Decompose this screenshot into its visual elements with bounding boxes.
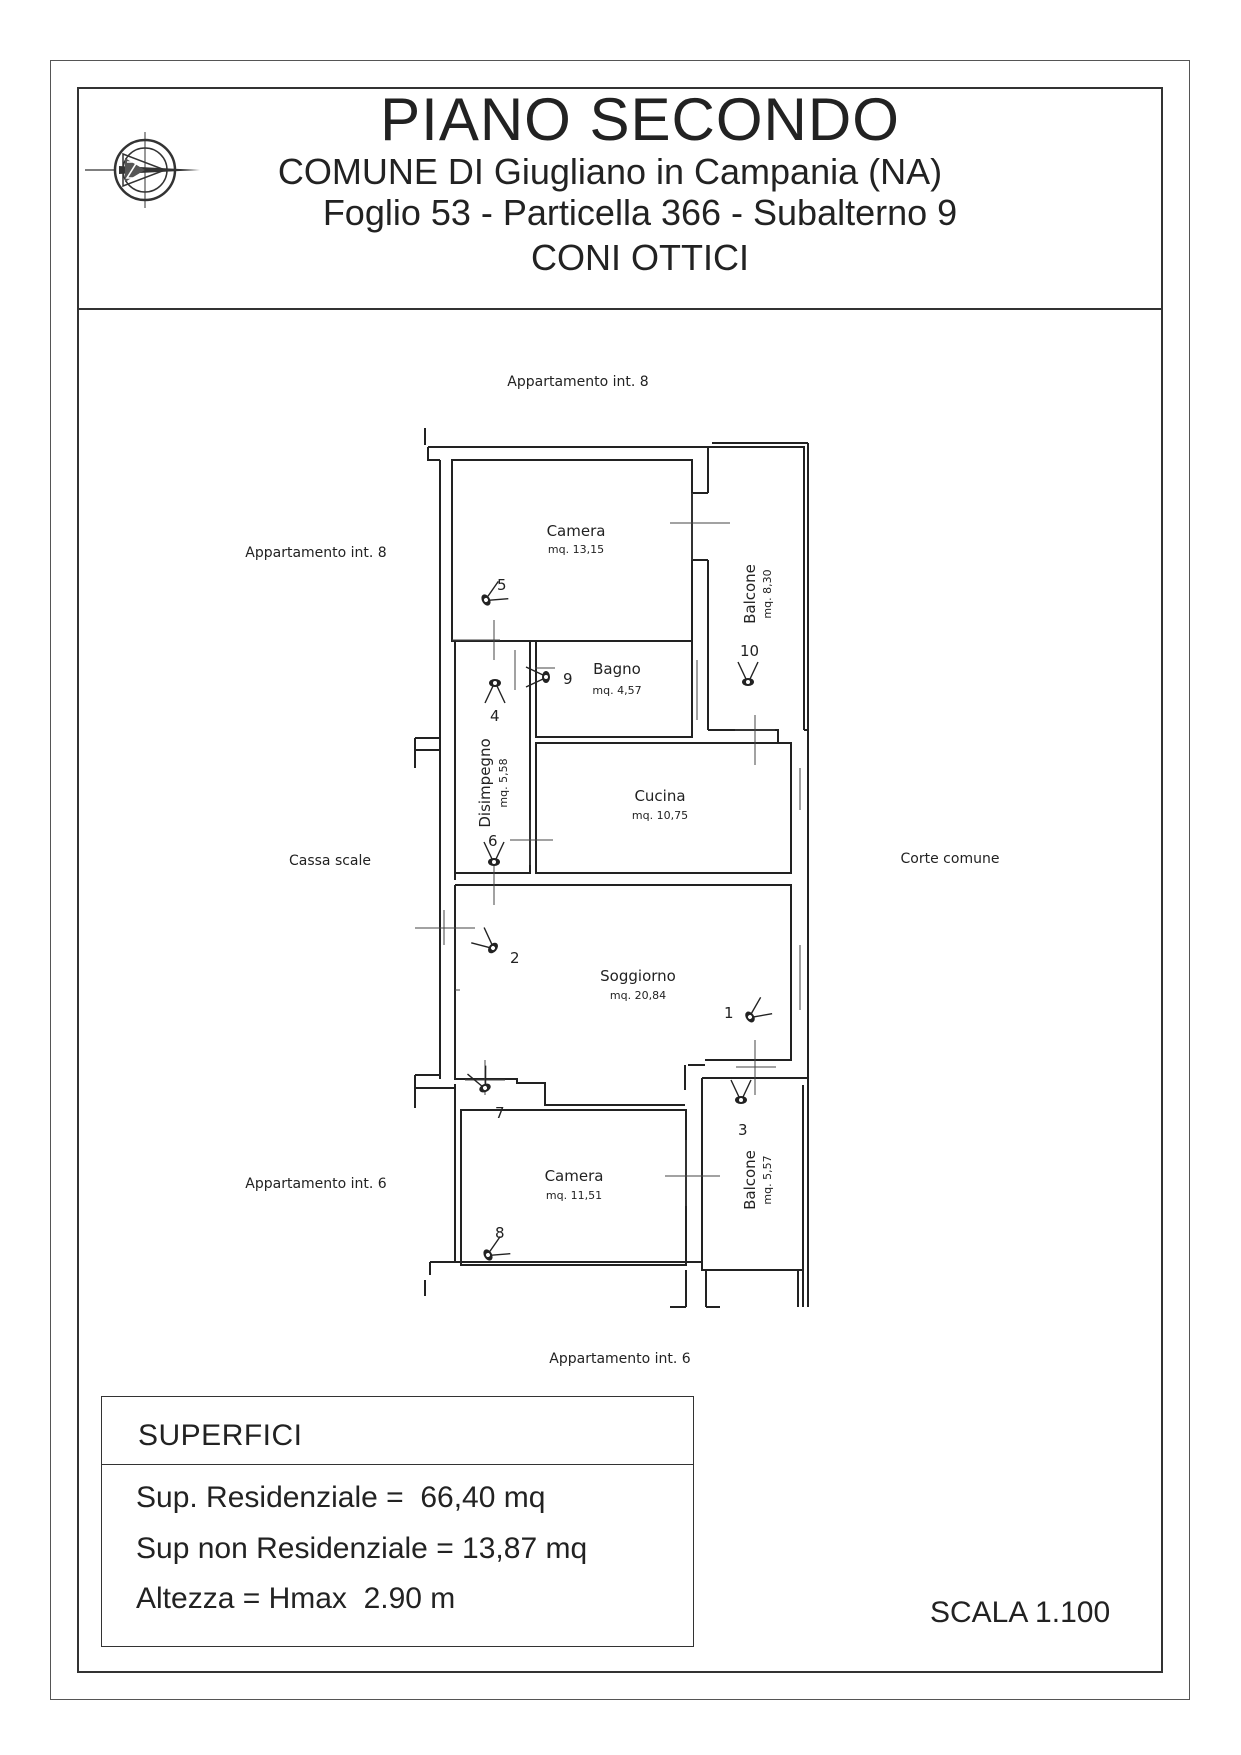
svg-text:9: 9 xyxy=(563,670,573,688)
room-soggiorno-name: Soggiorno xyxy=(600,967,676,985)
room-balcone-bottom-name: Balcone xyxy=(741,1150,759,1210)
room-balcone-top-area: mq. 8,30 xyxy=(761,569,774,619)
subtitle-line: CONI OTTICI xyxy=(531,237,749,278)
comune-line: COMUNE DI Giugliano in Campania (NA) xyxy=(277,151,943,192)
room-camera-bottom-name: Camera xyxy=(544,1167,604,1185)
camera-viewpoint-icon xyxy=(738,642,759,686)
superfici-title: SUPERFICI xyxy=(138,1419,303,1452)
camera-viewpoint-icon xyxy=(467,1066,504,1122)
label-appartamento-6-bottom: Appartamento int. 6 xyxy=(549,1351,691,1367)
svg-text:5: 5 xyxy=(497,576,507,594)
svg-text:2: 2 xyxy=(510,949,520,967)
svg-text:3: 3 xyxy=(738,1121,748,1139)
camera-viewpoint-icon xyxy=(485,679,505,725)
scale-label: SCALA 1.100 xyxy=(930,1596,1111,1629)
camera-viewpoint-icon xyxy=(471,927,519,967)
room-camera-top-name: Camera xyxy=(546,522,606,540)
camera-viewpoint-icon xyxy=(478,576,509,611)
label-appartamento-6-left: Appartamento int. 6 xyxy=(245,1176,387,1192)
room-bagno-area: mq. 4,57 xyxy=(592,684,642,697)
room-balcone-top-name: Balcone xyxy=(741,564,759,624)
page-title: PIANO SECONDO xyxy=(380,86,900,153)
room-disimpegno-name: Disimpegno xyxy=(476,738,494,828)
altezza: Altezza = Hmax 2.90 m xyxy=(136,1582,456,1615)
label-cassa-scale: Cassa scale xyxy=(288,853,372,869)
svg-text:10: 10 xyxy=(740,642,760,660)
room-balcone-bottom-area: mq. 5,57 xyxy=(761,1155,774,1205)
camera-viewpoint-icon xyxy=(484,832,504,866)
svg-text:7: 7 xyxy=(495,1104,505,1122)
room-cucina-area: mq. 10,75 xyxy=(631,809,689,822)
label-corte-comune: Corte comune xyxy=(900,851,1000,867)
superfici-header xyxy=(102,1397,693,1465)
camera-viewpoint-icon xyxy=(526,667,573,688)
compass-rose-icon xyxy=(85,132,200,208)
svg-text:4: 4 xyxy=(490,707,500,725)
svg-text:1: 1 xyxy=(724,1004,734,1022)
room-soggiorno-area: mq. 20,84 xyxy=(609,989,667,1002)
svg-text:6: 6 xyxy=(488,832,498,850)
camera-viewpoint-icon xyxy=(724,997,772,1027)
room-disimpegno-area: mq. 5,58 xyxy=(497,758,510,808)
room-camera-bottom-area: mq. 11,51 xyxy=(545,1189,603,1202)
camera-viewpoint-icon xyxy=(480,1224,511,1266)
superfici-box xyxy=(101,1396,694,1647)
camera-viewpoint-icon xyxy=(731,1080,751,1139)
label-appartamento-8-top: Appartamento int. 8 xyxy=(507,374,649,390)
label-appartamento-8-left: Appartamento int. 8 xyxy=(245,545,387,561)
catasto-line: Foglio 53 - Particella 366 - Subalterno 9 xyxy=(322,192,958,233)
room-camera-top-area: mq. 13,15 xyxy=(547,543,605,556)
svg-text:8: 8 xyxy=(495,1224,505,1242)
room-bagno-name: Bagno xyxy=(593,660,641,678)
sup-non-residenziale: Sup non Residenziale = 13,87 mq xyxy=(136,1532,588,1565)
sup-residenziale: Sup. Residenziale = 66,40 mq xyxy=(136,1481,546,1514)
room-cucina-name: Cucina xyxy=(634,787,686,805)
